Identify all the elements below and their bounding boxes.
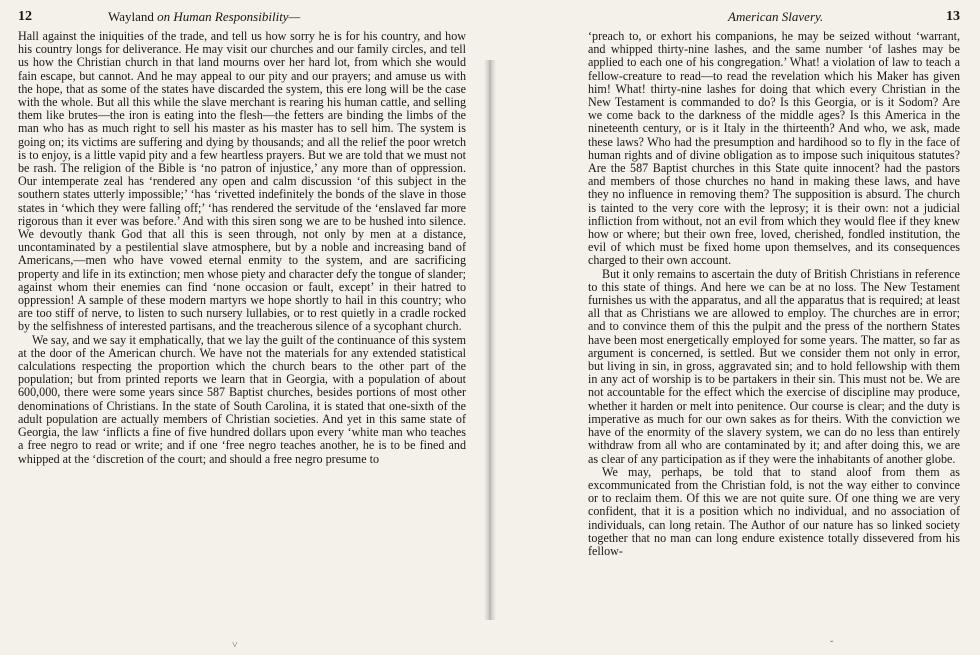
left-body-text — [18, 30, 466, 466]
running-head-left-italic: on Human Responsibility— — [157, 9, 301, 24]
right-paragraph-1: ‘preach to, or exhort his companions, he may be seized without ‘warrant, and whipped thirty-nine lashes, and the same number ‘of lashes may be applied to each one of his congregation.’ What! a violation of law to teach a fellow-creature to read—to read the revelation which his Maker has given him! What! thirty-nine lashes for doing that which every Christian in the New Testament is commanded to do? Is this Georgia, or is it Sodom? Are we come back to the darkness of the middle ages? Is this America in the nineteenth century, or is it Italy in the thirteenth? And who, we ask, made these laws? Who had the presumption and hardihood so to fly in the face of human rights and of divine obligation as to impose such iniquitous statutes? Are the 587 Baptist churches in this State quite innocent? had the pastors and members of those churches no hand in making these laws, and have they no influence in removing them? The supposition is absurd. The church is tainted to the very core with the leprosy; it is their own: not a judicial infliction from without, not an evil from which they would flee if they knew how or where; but their own free, loved, cherished, fondled institution, the evil of which must be fixed home upon themselves, and its consequences charged to their own account. — [588, 29, 960, 268]
page-number-right: 13 — [946, 9, 960, 24]
left-paragraph-2: We say, and we say it emphatically, that we lay the guilt of the continuance of this system at the door of the American church. We have not the materials for any extended statistical calculations respecting the proportion which the church bears to the other part of the population; but from printed reports we learn that in Georgia, with a population of about 600,000, there were some years since 587 Baptist churches, besides portions of most other denominations of Christians. In the state of South Carolina, it is stated that one-sixth of the adult population are actually members of Christian societies. And yet in this same state of Georgia, the law ‘inflicts a fine of five hundred dollars upon every ‘white man who teaches a free negro to read or write; and if one ‘free negro teaches another, he is to be fined and whipped at the ‘discretion of the court; and should a free negro presume to — [18, 332, 466, 466]
right-page — [490, 0, 980, 655]
print-mark-right: ˇ — [830, 640, 834, 651]
left-paragraph-1: Hall against the iniquities of the trade, and tell us how sorry he is for his country, and how his country longs for deliverance. He may visit our churches and our family circles, and tell us how the Christian church in that land mourns over her hard lot, from which she would fain escape, but cannot. And he may appeal to our pity and our prayers; and amuse us with the hope, that as some of the states have discarded the system, this ere long will be the case with the whole. But all this while the slave merchant is rearing his human cattle, and selling them like brutes—the iron is eating into the flesh—the fetters are binding the limbs of the man who has as much right to sell his master as his master has to sell him. The system is going on; its victims are suffering and dying by thousands; and all the relief the poor wretch is to enjoy, is a little vapid pity and a few heartless prayers. But we are told that we must not be rash. The religion of the Bible is ‘no patron of injustice,’ any more than of oppression. Our intemperate zeal has ‘rendered any open and calm discussion ‘of this subject in the southern states utterly impossible;’ ‘has ‘rivetted indefinitely the bonds of the slave in those states in ‘which they were falling off;’ ‘has rendered the servitude of the ‘enslaved far more rigorous than it ever was before.’ And with this siren song we are to be hushed into silence. We devoutly thank God that all this is seen through, not only by men at a distance, uncontaminated by a pestilential slave atmosphere, but by a noble and increasing band of Americans,—men who have vowed eternal enmity to the system, and are sacrificing property and life in its extinction; men whose piety and character defy the tongue of slander; against whom their enemies can find ‘none occasion or fault, except’ in their hatred to oppression! A sample of these modern martyrs we hope shortly to hail in this country; who are too stiff of nerve, to listen to such nursery lullabies, or to rest quietly in a cradle rocked by the selfishness of interested partisans, and the treacherous silence of a sycophant church. — [18, 29, 466, 334]
running-head-left — [108, 8, 348, 26]
right-paragraph-3: We may, perhaps, be told that to stand aloof from them as excommunicated from the Christian fold, is not the way either to convince or to reclaim them. Of this we are not quite sure. Of one thing we are very confident, that it is a position which no individual, and no association of individuals, can long retain. The Author of our nature has so linked society together that no man can long endure existence totally dissevered from his fellow- — [588, 464, 960, 558]
print-mark-left: ˅ — [232, 640, 238, 651]
running-head-left-prefix: Wayland — [108, 9, 154, 24]
running-head-right: American Slavery. — [728, 9, 824, 24]
page-number-left: 12 — [18, 9, 32, 24]
right-body-text — [588, 30, 960, 558]
right-paragraph-2: But it only remains to ascertain the duty of British Christians in reference to this state of things. And here we can be at no loss. The New Testament furnishes us with the apparatus, and all the apparatus that is required; at least all that as Christians we are allowed to employ. The churches are in error; and to convince them of this the pulpit and the press of the northern States have been most energetically employed for some years. The matter, so far as argument is concerned, is settled. But we consider them not only in error, but living in sin, in gross, aggravated sin; and to hold fellowship with them in any act of worship is to be partakers in their sin. This must not be. We are not accountable for the effect which the exercise of discipline may produce, whether it harden or melt into penitence. Our course is clear; and the duty is imperative as much for our own sakes as for theirs. With the conviction we have of the enormity of the slavery system, we can do no less than entirely withdraw from all who are contaminated by it; and after doing this, we are as clear of any participation as if they were the inhabitants of another globe. — [588, 266, 960, 466]
